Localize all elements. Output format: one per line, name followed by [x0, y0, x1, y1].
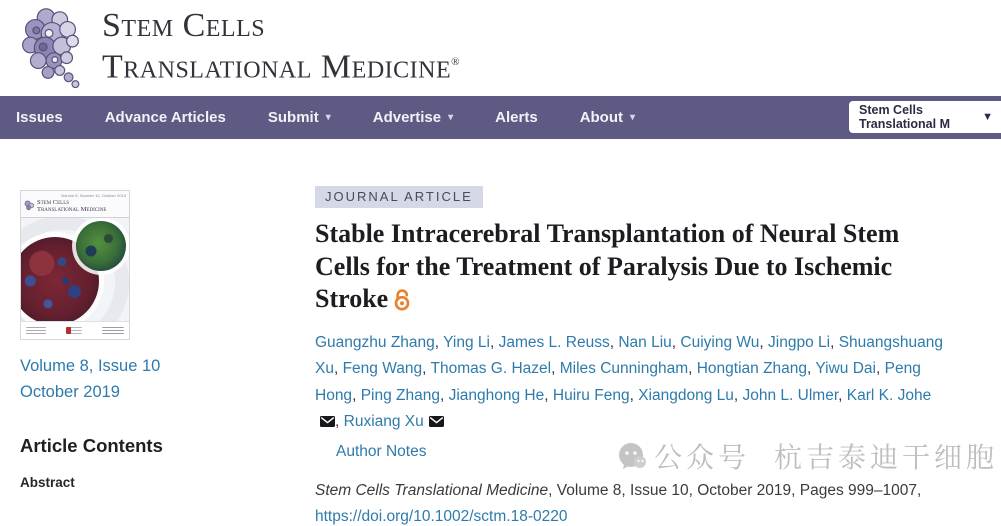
- journal-select-value: Stem Cells Translational M: [859, 103, 950, 131]
- author-link[interactable]: Huiru Feng: [552, 386, 630, 404]
- journal-logo-icon: [6, 3, 94, 89]
- author-link[interactable]: Feng Wang: [342, 360, 423, 377]
- author-separator: ,: [830, 333, 839, 351]
- author-separator: ,: [352, 386, 361, 404]
- toc-item-abstract[interactable]: Abstract: [20, 475, 75, 490]
- site-header: [0, 0, 1001, 96]
- author-list: [315, 330, 947, 436]
- stemcells-logo-icon: [102, 327, 124, 334]
- author-separator: ,: [434, 333, 444, 351]
- nav-item-alerts[interactable]: Alerts: [495, 109, 538, 126]
- author-link[interactable]: Guangzhu Zhang: [315, 333, 435, 351]
- citation-details: , Volume 8, Issue 10, October 2019, Pages 999–1007,: [548, 481, 922, 499]
- author-link[interactable]: Peng Hong: [315, 360, 921, 404]
- author-link[interactable]: Miles Cunningham: [559, 360, 689, 377]
- open-access-icon: [392, 287, 412, 311]
- author-separator: ,: [875, 360, 885, 377]
- cover-masthead: [21, 191, 129, 218]
- journal-name-line1: Stem Cells: [102, 7, 266, 44]
- doi-link[interactable]: https://doi.org/10.1002/sctm.18-0220: [315, 507, 568, 525]
- envelope-icon[interactable]: [320, 416, 335, 427]
- watermark-text-2: 杭吉泰迪干细胞: [774, 442, 999, 473]
- author-link[interactable]: Xiangdong Lu: [638, 386, 734, 404]
- author-separator: ,: [807, 360, 816, 377]
- author-link[interactable]: John L. Ulmer: [742, 386, 839, 404]
- caret-down-icon: ▾: [448, 112, 454, 123]
- cover-microscopy-image-small: [76, 221, 126, 271]
- nav-menu: [16, 109, 635, 126]
- nav-item-issues[interactable]: Issues: [16, 109, 63, 126]
- cover-logo-icon: [24, 200, 35, 211]
- author-link[interactable]: Ruxiang Xu: [343, 413, 424, 430]
- author-link[interactable]: Thomas G. Hazel: [430, 360, 552, 377]
- author-separator: ,: [838, 386, 847, 404]
- cover-footer-logos: [21, 321, 129, 339]
- author-separator: ,: [551, 360, 560, 377]
- issue-cover[interactable]: [20, 190, 130, 340]
- citation-line: [315, 482, 947, 500]
- author-separator: ,: [489, 333, 499, 351]
- nav-item-advertise[interactable]: Advertise ▾: [372, 109, 454, 126]
- author-separator: ,: [422, 360, 431, 377]
- author-separator: ,: [688, 360, 697, 377]
- author-separator: ,: [335, 413, 344, 430]
- chevron-down-icon: ▼: [982, 111, 993, 123]
- author-link[interactable]: Shuangshuang Xu: [315, 333, 943, 377]
- author-separator: ,: [671, 333, 681, 351]
- author-link[interactable]: Ying Li: [443, 333, 490, 351]
- issue-link[interactable]: Volume 8, Issue 10: [20, 357, 161, 375]
- nav-item-advance-articles[interactable]: Advance Articles: [104, 109, 226, 126]
- author-link[interactable]: Cuiying Wu: [680, 333, 760, 351]
- nav-item-submit[interactable]: Submit ▾: [267, 109, 331, 126]
- author-link[interactable]: Karl K. Johe: [846, 386, 932, 404]
- author-link[interactable]: Jianghong He: [448, 386, 545, 404]
- article-title: Stable Intracerebral Transplantation of Neural Stem Cells for the Treatment of Paralysis Due to Ischemic Stroke: [315, 219, 900, 313]
- author-link[interactable]: Nan Liu: [618, 333, 672, 351]
- article-header: [315, 186, 947, 526]
- author-link[interactable]: Yiwu Dai: [815, 360, 876, 377]
- journal-masthead: [102, 3, 460, 85]
- caret-down-icon: ▾: [630, 112, 636, 123]
- author-separator: ,: [333, 360, 343, 377]
- author-link[interactable]: Hongtian Zhang: [696, 360, 808, 377]
- author-link[interactable]: James L. Reuss: [498, 333, 610, 351]
- author-separator: ,: [759, 333, 769, 351]
- author-separator: ,: [544, 386, 553, 404]
- registered-mark: ®: [451, 56, 460, 68]
- author-separator: ,: [733, 386, 743, 404]
- author-link[interactable]: Ping Zhang: [360, 386, 440, 404]
- article-contents-heading: Article Contents: [20, 435, 163, 456]
- cover-title: Stem Cells Translational Medicine: [37, 199, 107, 213]
- author-separator: ,: [439, 386, 449, 404]
- publisher-logo-icon: [26, 327, 46, 334]
- author-link[interactable]: Jingpo Li: [768, 333, 831, 351]
- main-nav: [0, 96, 1001, 139]
- caret-down-icon: ▾: [325, 112, 331, 123]
- author-notes-link[interactable]: Author Notes: [336, 442, 427, 460]
- issue-date-link[interactable]: October 2019: [20, 383, 120, 401]
- cover-issue-caption: Volume 8, Number 10, October 2019: [60, 193, 126, 198]
- issue-sidebar: [20, 190, 290, 490]
- journal-name-line2: Translational Medicine®: [102, 48, 460, 86]
- nav-item-about[interactable]: About ▾: [579, 109, 636, 126]
- watermark-text-1: 公众号: [654, 442, 751, 473]
- citation-journal-name: Stem Cells Translational Medicine: [315, 481, 549, 499]
- journal-select[interactable]: [849, 101, 1001, 133]
- envelope-icon[interactable]: [429, 416, 444, 427]
- article-type-badge: JOURNAL ARTICLE: [315, 186, 483, 208]
- author-separator: ,: [609, 333, 619, 351]
- society-logo-icon: [66, 327, 82, 334]
- author-separator: ,: [629, 386, 639, 404]
